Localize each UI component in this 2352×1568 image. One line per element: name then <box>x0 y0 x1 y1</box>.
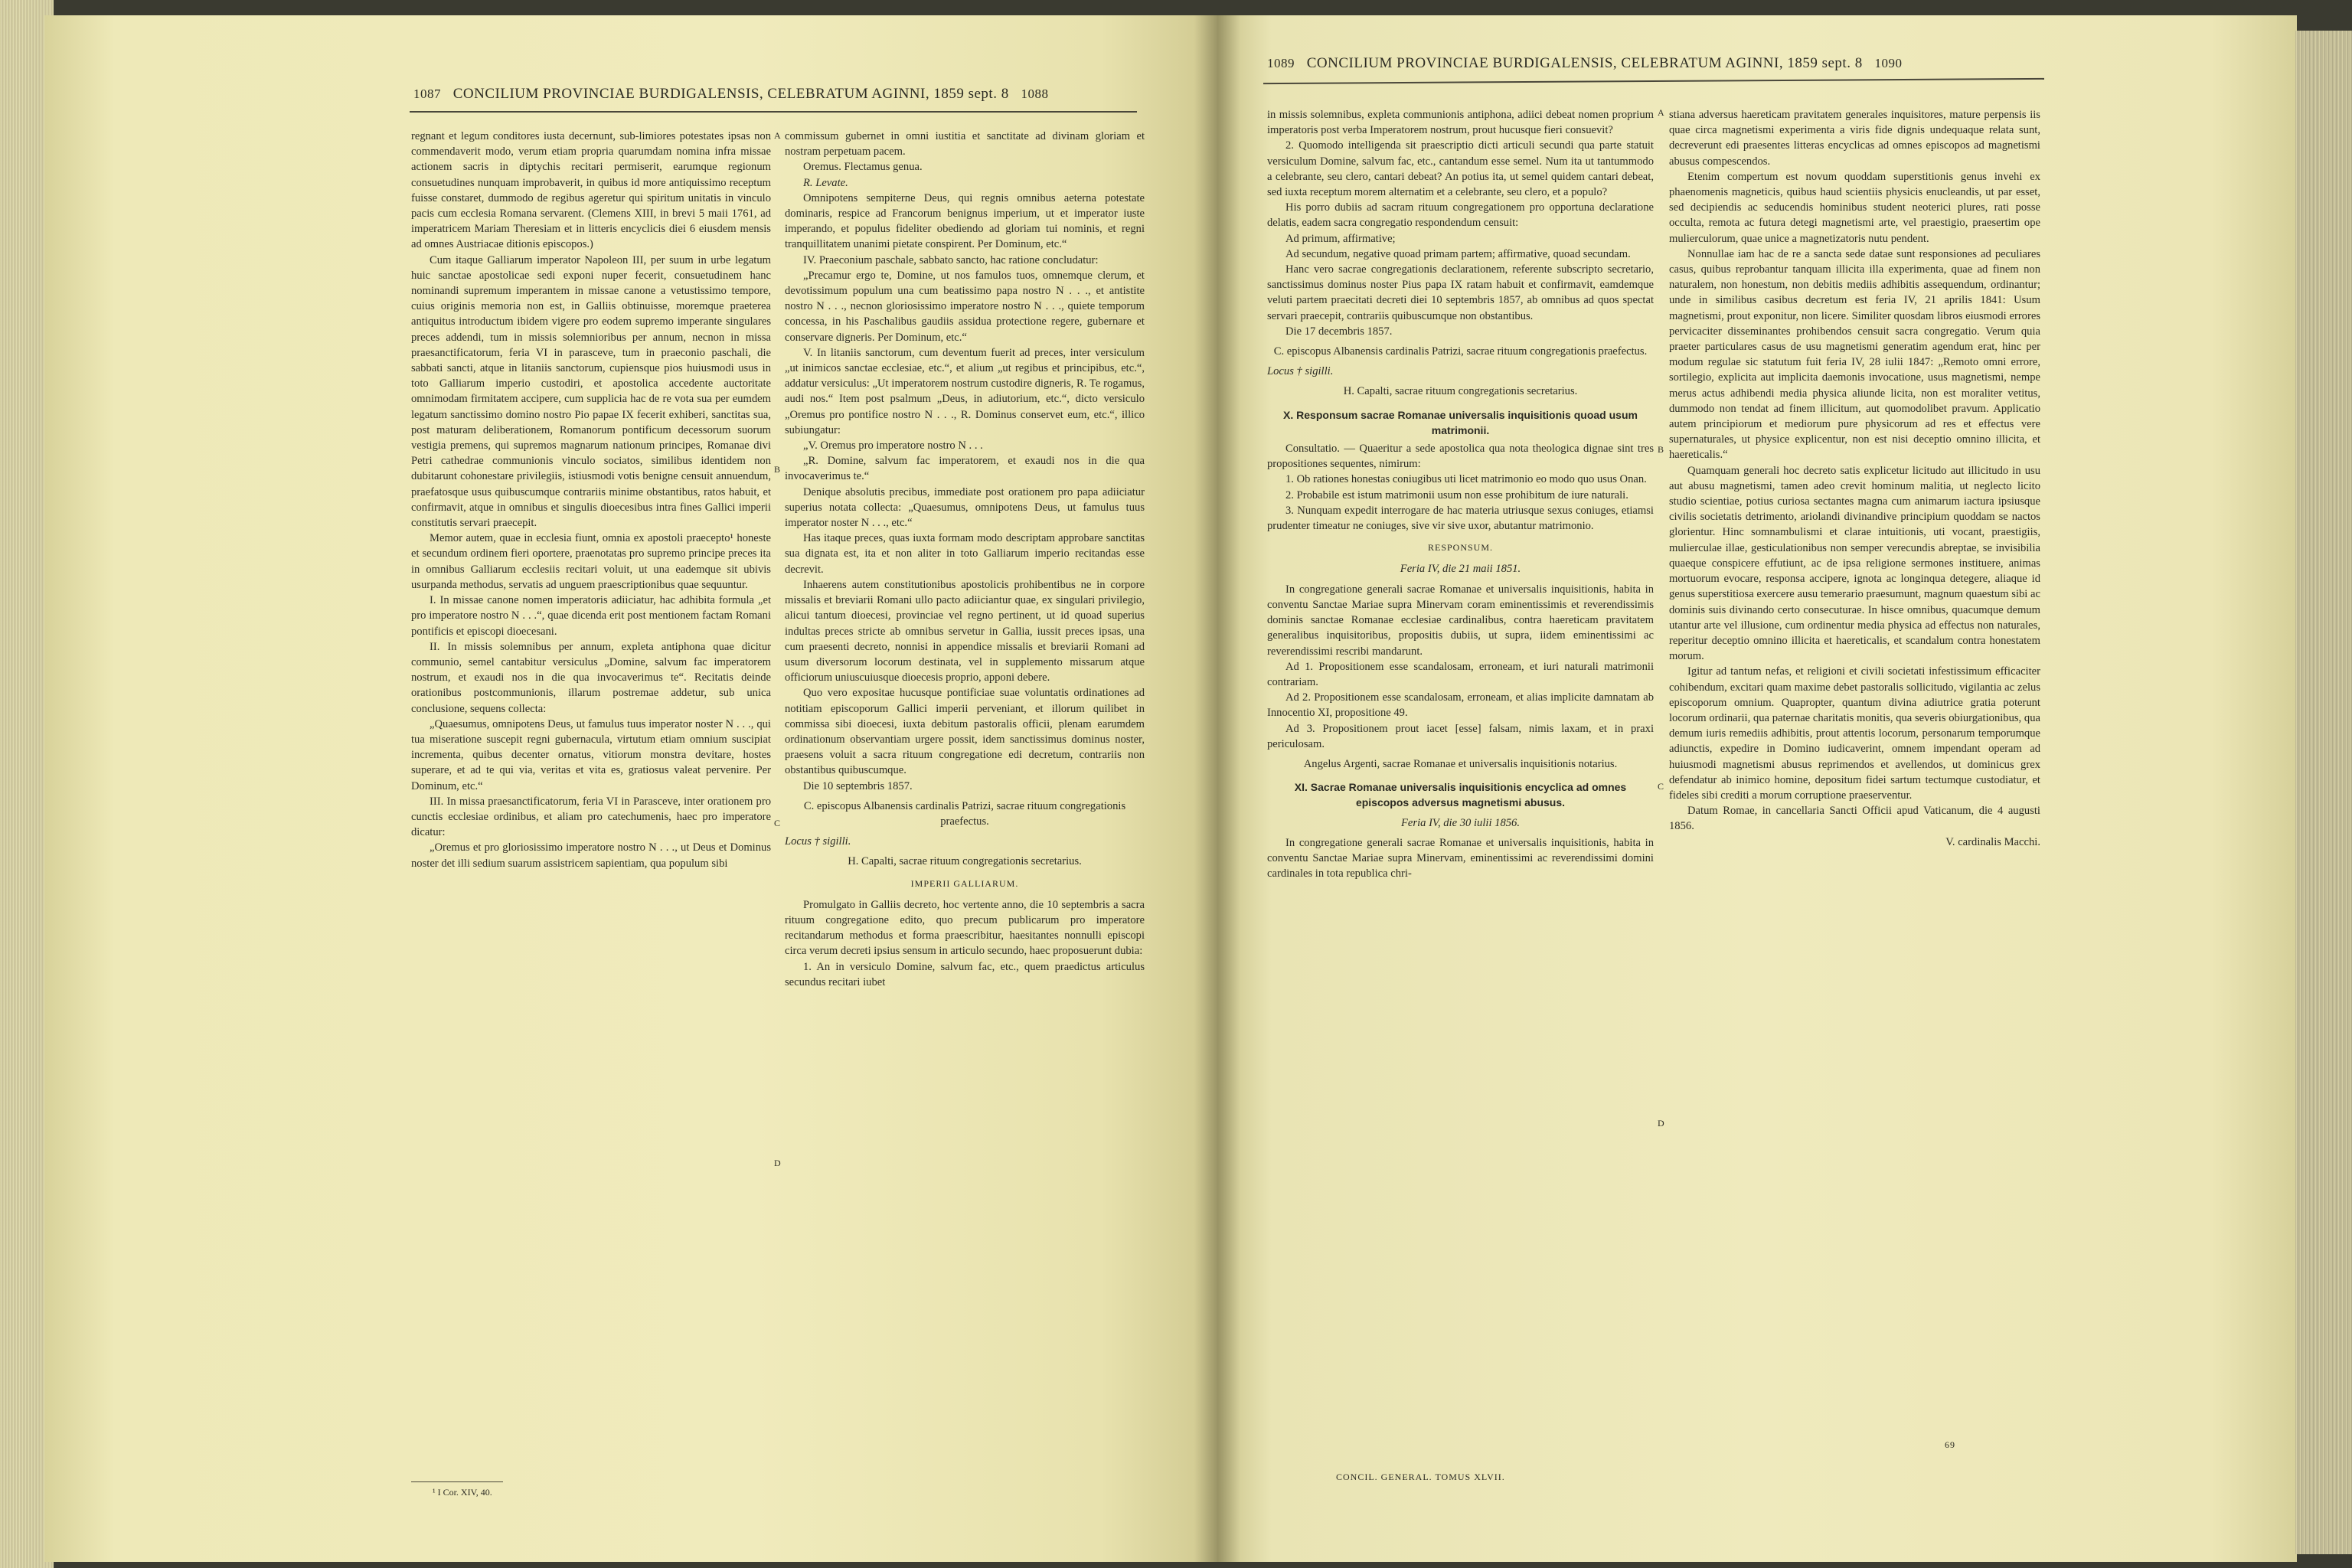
paragraph: Memor autem, quae in ecclesia fiunt, omnia ex apostoli praecepto¹ honeste et secundum ordinem fieri oportere, praenotatas pro supremo principe preces ita in omnibus Galliarum ecclesiis recitari voluit, ut una eademque sit ubivis usurpanda methodus, servatis ad unguem praescriptionibus quae sequuntur. <box>411 532 771 591</box>
paragraph: His porro dubiis ad sacram rituum congregationem pro opportuna declaratione delatis, eadem sacra congregatio respondendum censuit: <box>1267 201 1654 230</box>
paragraph: in missis solemnibus, expleta communionis antiphona, adiici debeat nomen proprium imperatoris post verba Imperatorem nostrum, prout hucusque fieri consuevit? <box>1267 109 1654 137</box>
signature: H. Capalti, sacrae rituum congregationis secretarius. <box>1343 385 1578 398</box>
paragraph: „Precamur ergo te, Domine, ut nos famulos tuos, omnemque clerum, et devotissimum populum una cum beatissimo papa nostro N . . ., et antistite nostro N . . ., necnon gloriosissimo imperatore nostro N . . ., quiete temporum concessa, in his Paschalibus gaudiis assidua protectione regere, gubernare et conservare digneris. Per Dominum, etc.“ <box>785 269 1145 344</box>
left-page-header <box>413 86 1048 103</box>
margin-letter-d: D <box>774 1158 781 1168</box>
paragraph: Ad 2. Propositionem esse scandalosam, erroneam, et alias implicite damnatam ab Innocentio XI, propositione 49. <box>1267 691 1654 720</box>
paragraph: IV. Praeconium paschale, sabbato sancto, hac ratione concludatur: <box>803 253 1099 266</box>
seal-note: Locus † sigilli. <box>785 835 851 848</box>
paragraph: „V. Oremus pro imperatore nostro N . . . <box>803 439 983 452</box>
section-heading: X. Responsum sacrae Romanae universalis inquisitionis quoad usum matrimonii. <box>1283 408 1638 436</box>
section-heading: XI. Sacrae Romanae universalis inquisitionis encyclica ad omnes episcopos adversus magnetismi abusus. <box>1294 781 1627 809</box>
margin-letter-a-right: A <box>1658 107 1664 118</box>
margin-letter-c: C <box>774 818 781 828</box>
page-stack-right-edge <box>2295 31 2352 1554</box>
margin-letter-b-right: B <box>1658 444 1664 455</box>
paragraph: „Quaesumus, omnipotens Deus, ut famulus tuus imperator noster N . . ., qui tua miseratione suscepit regni gubernacula, virtutum etiam omnium suscipiat incrementa, quibus decenter ornatus, vitiorum monstra devitare, hostes superare, et ad te qui via, veritas et vita es, gratiosus valeat pervenire. Per Dominum, etc.“ <box>411 717 771 792</box>
paragraph: III. In missa praesanctificatorum, feria VI in Parasceve, inter orationem pro cunctis ecclesiae ordinibus, et aliam pro catechumenis, haec pro imperatore dicatur: <box>411 795 771 839</box>
paragraph: Ad 3. Propositionem prout iacet [esse] falsam, nimis laxam, et in praxi periculosam. <box>1267 722 1654 750</box>
paragraph: II. In missis solemnibus per annum, expleta antiphona quae dicitur communio, semel cantabitur versiculus „Domine, salvum fac imperatorem nostrum, et exaudi nos in die qua invocaverimus te“. Recitatis deinde orationibus postcommunionis, illarum postremae addetur, sub unica conclusione, sequens collecta: <box>411 640 771 715</box>
page-footer-signature: CONCIL. GENERAL. TOMUS XLVII. <box>1336 1472 1505 1482</box>
margin-letter-a: A <box>774 130 781 141</box>
paragraph: 3. Nunquam expedit interrogare de hac materia utriusque sexus coniuges, etiamsi prudenter timeatur ne coniuges, sive vir sive uxor, abutantur matrimonio. <box>1267 504 1654 533</box>
paragraph: regnant et legum conditores iusta decernunt, sub-limiores potestates ipsas non commendaverit modo, verum etiam propria quarumdam nomina infra missae actionem sacris in diptychis recitari permiserit, earumque regionum consuetudines nunquam improbaverit, in quibus id more antiquissimo receptum fuisse constaret, dummodo de regibus ageretur qui spiritum unitatis in vinculo pacis cum ecclesia Romana servarent. (Clemens XIII, in brevi 5 maii 1761, ad imperatricem Mariam Theresiam et in litteris encyclicis diei 6 eiusdem mensis ad omnes Austriacae ditionis episcopos.) <box>411 130 771 251</box>
right-page-column-2 <box>1669 107 2040 1478</box>
paragraph: I. In missae canone nomen imperatoris adiiciatur, hac adhibita formula „et pro imperatore nostro N . . .“, quae dicenda erit post mentionem factam Romani pontificis et episcopi dioecesani. <box>411 594 771 638</box>
paragraph: Ad primum, affirmative; <box>1285 232 1396 245</box>
paragraph: Igitur ad tantum nefas, et religioni et civili societati infestissimum efficaciter cohibendum, excitari quam maxime debet pastoralis sollicitudo, vigilantia ac zelus episcoporum omnium. Quapropter, quantum divina adiutrice gratia poterunt locorum ordinarii, qua paternae charitatis monitis, qua severis obiurgationibus, qua demum iuris remediis adhibitis, prout attentis locorum, personarum temporumque adiunctis, expedire in Domino iudicaverint, omnem impendant operam ad huiusmodi magnetismi abusus reprimendos et avellendos, ut dominicus grex defendatur ab inimico homine, depositum fidei sartum tectumque custodiatur, et fideles sibi crediti a morum corruptione praeserventur. <box>1669 665 2040 802</box>
footnote-rule <box>411 1481 503 1482</box>
left-header-rule <box>410 111 1137 113</box>
paragraph: Inhaerens autem constitutionibus apostolicis prohibentibus ne in corpore missalis et breviarii Romani ullo pacto adiiciantur quae, ex singulari privilegio, alicui tantum dioecesi, provinciae vel regno pertinent, ut id quoad superius indultas preces stricte ab omnibus servetur in Gallia, iussit preces ipsas, una cum praesenti decreto, nonnisi in appendice missalis et breviarii Romani ad usum diversorum locorum destinata, vel in supplemento missarum atque officiorum uniuscuiusque dioecesis proprio, apponi debere. <box>785 578 1145 684</box>
page-gathering-number: 69 <box>1945 1439 1955 1450</box>
right-page-header <box>1267 55 1902 72</box>
margin-letter-d-right: D <box>1658 1118 1664 1129</box>
section-heading: IMPERII GALLIARUM. <box>910 877 1019 889</box>
paragraph: „R. Domine, salvum fac imperatorem, et exaudi nos in die qua invocaverimus te.“ <box>785 455 1145 483</box>
left-running-title: CONCILIUM PROVINCIAE BURDIGALENSIS, CELEBRATUM AGINNI, 1859 sept. 8 <box>452 86 1009 102</box>
left-page-column-1 <box>411 129 771 1484</box>
paragraph: „Oremus et pro gloriosissimo imperatore nostro N . . ., ut Deus et Dominus noster det illi sedium suarum assistricem sapientiam, qua populum sibi <box>411 841 771 870</box>
paragraph: Ad secundum, negative quoad primam partem; affirmative, quoad secundam. <box>1285 247 1631 260</box>
paragraph: Ad 1. Propositionem esse scandalosam, erroneam, et iuri naturali matrimonii contrariam. <box>1267 660 1654 688</box>
right-page-number: 1089 <box>1267 56 1295 70</box>
paragraph: Has itaque preces, quas iuxta formam modo descriptam approbare sanctitas sua dignata est, ita et non aliter in toto Galliarum imperio recitandas esse decrevit. <box>785 532 1145 576</box>
paragraph: 1. An in versiculo Domine, salvum fac, etc., quem praedictus articulus secundus recitari iubet <box>785 960 1145 988</box>
paragraph: Oremus. Flectamus genua. <box>803 161 923 174</box>
paragraph: commissum gubernet in omni iustitia et sanctitate ad divinam gloriam et nostram perpetuam pacem. <box>785 130 1145 158</box>
right-running-title: CONCILIUM PROVINCIAE BURDIGALENSIS, CELEBRATUM AGINNI, 1859 sept. 8 <box>1306 55 1863 71</box>
date-heading: Feria IV, die 21 maii 1851. <box>1400 563 1521 576</box>
signature: Angelus Argenti, sacrae Romanae et universalis inquisitionis notarius. <box>1303 757 1618 770</box>
left-page-number: 1087 <box>413 87 441 101</box>
paragraph: In congregatione generali sacrae Romanae et universalis inquisitionis, habita in conventu Sanctae Mariae supra Minervam, eminentissimi ac reverendissimi domini cardinales in tota republica chri- <box>1267 836 1654 880</box>
paragraph: Promulgato in Galliis decreto, hoc vertente anno, die 10 septembris a sacra rituum congregatione edito, quo precum publicarum pro imperatore recitandarum methodus et forma praescribitur, haesitantes nonnulli episcopi circa verum decreti ipsius sensum in articulo secundo, haec proposuerunt dubia: <box>785 898 1145 958</box>
section-heading: RESPONSUM. <box>1427 542 1494 554</box>
paragraph: Nonnullae iam hac de re a sancta sede datae sunt responsiones ad peculiares casus, quibus reprobantur tanquam illicita illa experimenta, quae ad finem non naturalem, non honestum, non debitis mediis adhibitis assequendum, ordinantur; unde in similibus casibus decretum est feria IV, 21 aprilis 1841: Usum magnetismi, prout exponitur, non licere. Similiter quosdam libros eiusmodi errores pervicaciter disseminantes prohibendos censuit sacra congregatio. Verum quia praeter particulares casus de usu magnetismi generatim agendum erat, hinc per modum regulae sic statutum fuit feria IV, 28 iulii 1847: „Remoto omni errore, sortilegio, explicita aut implicita daemonis invocatione, usus magnetismi, nempe merus actus adhibendi media physica aliunde licita, non est moraliter vetitus, dummodo non tendat ad finem illicitum, aut quomodolibet pravum. Applicatio autem principiorum et mediorum pure physicorum ad res et effectus vere supernaturales, ut physice explicentur, non est nisi deceptio omnino illicita, et haereticalis.“ <box>1669 247 2040 462</box>
margin-letter-c-right: C <box>1658 781 1664 792</box>
signature: V. cardinalis Macchi. <box>1945 835 2040 848</box>
right-page-column-1 <box>1267 107 1654 1470</box>
signature: H. Capalti, sacrae rituum congregationis secretarius. <box>848 855 1082 868</box>
paragraph: Etenim compertum est novum quoddam superstitionis genus invehi ex phaenomenis magneticis, quibus haud scientiis physicis enucleandis, ut par esset, sed decipiendis ac seducendis hominibus student neoterici plures, rati posse occulta, remota ac futura detegi magnetismi arte, vel praestigio, praesertim ope mulierculorum, quae unice a magnetizatoris nutu pendent. <box>1669 170 2040 245</box>
left-page-column-2 <box>785 129 1145 1507</box>
paragraph: Quo vero expositae hucusque pontificiae suae voluntatis ordinationes ad notitiam episcoporum Gallici imperii perveniant, et illorum quilibet in commissa sibi dioecesi, iuxta debitum pastoralis officii, plenam earumdem ordinationum observantiam urgere possit, idem sanctissimus dominus noster, praesens voluit a sacra rituum congregatione edi decretum, contrariis non obstantibus quibuscumque. <box>785 687 1145 777</box>
paragraph: 2. Quomodo intelligenda sit praescriptio dicti articuli secundi qua parte statuit versiculum Domine, salvum fac, etc., cantandum esse semel. Num ita ut tantummodo a celebrante, seu clero, cantari debeat? An potius ita, ut semel quidem cantari debeat, sed iuxta receptum morem alternatim et a celebrante, seu clero, et a populo? <box>1267 139 1654 199</box>
paragraph: Quamquam generali hoc decreto satis explicetur licitudo aut illicitudo in usu aut abusu magnetismi, tamen adeo crevit hominum malitia, ut neglecto licito studio scientiae, potius curiosa sectantes magna cum animarum iactura ipsiusque civilis societatis detrimento, ariolandi divinandive principium quoddam se nactos glorientur. Hinc somnambulismi et clarae intuitionis, uti vocant, praestigiis, mulierculae illae, gesticulationibus non semper verecundis abreptae, se invisibilia quaeque conspicere effutiunt, ac de ipsa religione sermones instituere, animas mortuorum evocare, responsa accipere, ignota ac longinqua detegere, aliaque id genus superstitiosa exercere ausu temerario praesumunt, magnum quaestum sibi ac dominis suis divinando certo consecuturae. In hisce omnibus, quacumque demum utantur arte vel illusione, cum ordinentur media physica ad effectus non naturales, reperitur deceptio omnino illicita et haereticalis, et scandalum contra honestatem morum. <box>1669 464 2040 663</box>
date-line: Die 17 decembris 1857. <box>1285 325 1393 338</box>
book-gutter <box>1194 15 1240 1562</box>
paragraph: 2. Probabile est istum matrimonii usum non esse prohibitum de iure naturali. <box>1285 488 1628 501</box>
paragraph: V. In litaniis sanctorum, cum deventum fuerit ad preces, inter versiculum „ut inimicos sanctae ecclesiae, etc.“, et alium „ut regibus et principibus, etc.“, addatur versiculus: „Ut imperatorem nostrum custodire digneris, R. Te rogamus, audi nos.“ Item post psalmum „Deus, in adiutorium, etc.“, dicto versiculo „Oremus pro pontifice nostro N . . ., R. Dominus conservet eum, etc.“, illico subiungatur: <box>785 346 1145 436</box>
left-page-number-2: 1088 <box>1021 87 1049 101</box>
paragraph: Hanc vero sacrae congregationis declarationem, referente subscripto secretario, sanctissimus dominus noster Pius papa IX ratam habuit et confirmavit, eamdemque veluti partem praecitati decreti diei 10 septembris 1857, ab omnibus ad quos spectat servari praecepit, contrariis quibuscumque non obstantibus. <box>1267 263 1654 322</box>
date-heading: Feria IV, die 30 iulii 1856. <box>1401 816 1520 829</box>
paragraph: Consultatio. — Quaeritur a sede apostolica qua nota theologica dignae sint tres propositiones sequentes, nimirum: <box>1267 443 1654 471</box>
footnote: ¹ I Cor. XIV, 40. <box>433 1487 492 1498</box>
date-line: Die 10 septembris 1857. <box>803 779 913 792</box>
seal-note: Locus † sigilli. <box>1267 365 1334 378</box>
signature: C. episcopus Albanensis cardinalis Patrizi, sacrae rituum congregationis praefectus. <box>1273 345 1648 358</box>
signature: C. episcopus Albanensis cardinalis Patrizi, sacrae rituum congregationis praefectus. <box>803 799 1126 828</box>
paragraph: stiana adversus haereticam pravitatem generales inquisitores, mature perpensis iis quae circa magnetismi experimenta a viris fide dignis undequaque relata sunt, decreverunt edi praesentes litteras encyclicas ad omnes episcopos ad magnetismi abusus compescendos. <box>1669 109 2040 168</box>
paragraph: Denique absolutis precibus, immediate post orationem pro papa adiiciatur superius notata collecta: „Quaesumus, omnipotens Deus, ut famulus tuus imperator noster N . . ., etc.“ <box>785 485 1145 530</box>
right-page-number-2: 1090 <box>1874 56 1903 70</box>
paragraph: R. Levate. <box>803 176 848 189</box>
paragraph: In congregatione generali sacrae Romanae et universalis inquisitionis, habita in conventu Sanctae Mariae supra Minervam coram eminentissimis et reverendissimis dominis sanctae Romanae ecclesiae cardinalibus, contra haereticam pravitatem generalibus inquisitoribus, propositis dubiis, ut supra, iidem eminentissimi ac reverendissimi rescribi mandarunt. <box>1267 583 1654 658</box>
paragraph: Datum Romae, in cancellaria Sancti Officii apud Vaticanum, die 4 augusti 1856. <box>1669 805 2040 833</box>
paragraph: 1. Ob rationes honestas coniugibus uti licet matrimonio eo modo quo usus Onan. <box>1285 473 1647 486</box>
margin-letter-b: B <box>774 464 781 475</box>
paragraph: Cum itaque Galliarum imperator Napoleon III, per suum in urbe legatum huic sanctae apostolicae sedi exponi nuper fecerit, consuetudinem hanc nominandi supremum imperantem in missae canone a vetustissimo tempore, cuius originis memoria non est, in Galliis obtinuisse, moremque praeterea antiquitus introductum ibidem vigere pro eodem supremo imperante singulares preces addendi, tum in missis solemnioribus per annum, necnon in missa praesanctificatorum, feria VI in parasceve, tum in praeconio paschali, die sabbati sancti, atque in litaniis sanctorum, cupiensque pios huiusmodi usus in toto Galliarum imperio custodiri, et apostolica accedente auctoritate omnimodam firmitatem accipere, cum supplicia hac de re vota sua per eumdem legatum sanctissimo domino nostro Pio papae IX fecerit exhiberi, sanctitas sua, post maturam deliberationem, Romanorum pontificum decessorum suorum vestigia premens, qui supremos magnarum nationum principes, Romanae divi Petri cathedrae communionis vinculo sociatos, similibus identidem non dubitarunt cohonestare privilegiis, istiusmodi votis benigne censuit annuendum, praefatosque usus quibuscumque contrariis minime obstantibus, ratos habuit, et confirmavit, atque in omnibus et singulis dioecesibus intra fines Gallici imperii constitutis servari praecepit. <box>411 253 771 530</box>
paragraph: Omnipotens sempiterne Deus, qui regnis omnibus aeterna potestate dominaris, respice ad Francorum benignus imperium, ut et imperator iuste imperando, et populus fideliter obediendo ad gloriam tui nominis, et regni tranquillitatem unanimi pietate conspirent. Per Dominum, etc.“ <box>785 191 1145 251</box>
